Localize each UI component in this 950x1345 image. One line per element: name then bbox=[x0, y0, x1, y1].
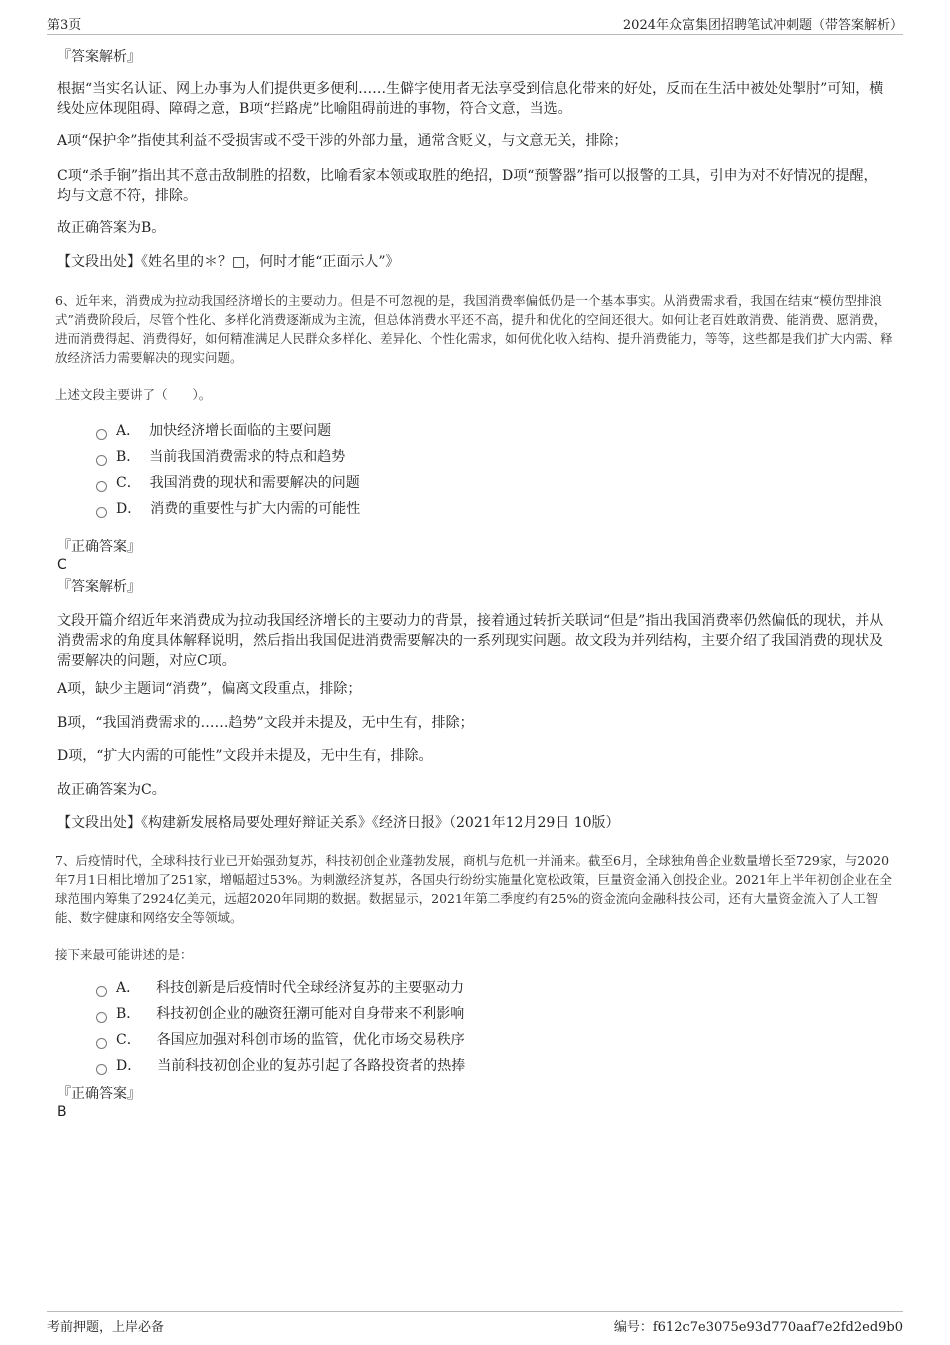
correct-answer: C bbox=[57, 557, 67, 573]
analysis-paragraph: A项，缺少主题词“消费”，偏离文段重点，排除； bbox=[57, 681, 362, 697]
radio-icon[interactable] bbox=[96, 986, 107, 997]
page-footer bbox=[47, 1311, 903, 1334]
analysis-paragraph: D项，“扩大内需的可能性”文段并未提及，无中生有，排除。 bbox=[57, 748, 433, 764]
option-b[interactable] bbox=[96, 1004, 464, 1024]
question-passage: 7、后疫情时代，全球科技行业已开始强劲复苏，科技初创企业蓬勃发展，商机与危机一并涌来。截至6月，全球独角兽企业数量增长至729家，与2020年7月1日相比增加了251家，增幅超过53%。为刺激经济复苏，各国央行纷纷实施量化宽松政策，巨量资金涌入创投企业。2021年上半年初创企业在全球范围内筹集了2924亿美元，远超2020年同期的数据。数据显示，2021年第二季度约有25%的资金流向金融科技公司，还有大量资金流入了人工智能、数字健康和网络安全等领域。 bbox=[55, 853, 892, 925]
option-d[interactable] bbox=[96, 499, 360, 519]
option-text: 当前科技初创企业的复苏引起了各路投资者的热捧 bbox=[157, 1058, 466, 1074]
option-letter: A． bbox=[116, 423, 141, 439]
option-text: 科技初创企业的融资狂潮可能对自身带来不利影响 bbox=[156, 1006, 465, 1022]
page-number: 第3页 bbox=[47, 18, 82, 33]
radio-icon[interactable] bbox=[96, 429, 107, 440]
option-a[interactable] bbox=[96, 978, 464, 998]
option-letter: C． bbox=[116, 1032, 141, 1048]
radio-icon[interactable] bbox=[96, 481, 107, 492]
radio-icon[interactable] bbox=[96, 1064, 107, 1075]
analysis-paragraph: A项“保护伞”指使其利益不受损害或不受干涉的外部力量，通常含贬义，与文意无关，排除； bbox=[57, 133, 628, 149]
analysis-paragraph: 文段开篇介绍近年来消费成为拉动我国经济增长的主要动力的背景，接着通过转折关联词“但是”指出我国消费率仍然偏低的现状，并从消费需求的角度具体解释说明，然后指出我国促进消费需要解决的一系列现实问题。故文段为并列结构，主要介绍了我国消费的现状及需要解决的问题，对应C项。 bbox=[57, 613, 884, 669]
option-d[interactable] bbox=[96, 1056, 465, 1076]
source-note: 【文段出处】《构建新发展格局要处理好辩证关系》《经济日报》（2021年12月29日 10版） bbox=[57, 815, 620, 831]
option-letter: D． bbox=[116, 1058, 142, 1074]
conclusion: 故正确答案为B。 bbox=[57, 220, 166, 236]
radio-icon[interactable] bbox=[96, 507, 107, 518]
analysis-paragraph: B项，“我国消费需求的……趋势”文段并未提及，无中生有，排除； bbox=[57, 715, 474, 731]
analysis-paragraph: C项“杀手锏”指出其不意击敌制胜的招数，比喻看家本领或取胜的绝招，D项“预警器”指可以报警的工具，引申为对不好情况的提醒，均与文意不符，排除。 bbox=[57, 168, 878, 204]
option-text: 各国应加强对科创市场的监管，优化市场交易秩序 bbox=[156, 1032, 465, 1048]
analysis-label: 『答案解析』 bbox=[57, 49, 141, 65]
analysis-paragraph: 根据“当实名认证、网上办事为人们提供更多便利……生僻字使用者无法享受到信息化带来的好处，反而在生活中被处处掣肘”可知，横线处应体现阻碍、障碍之意，B项“拦路虎”比喻阻碍前进的事物，符合文意，当选。 bbox=[57, 81, 884, 117]
option-c[interactable] bbox=[96, 473, 360, 493]
correct-answer-label: 『正确答案』 bbox=[57, 539, 141, 555]
option-letter: D． bbox=[116, 501, 142, 517]
document-id: 编号：f612c7e3075e93d770aaf7e2fd2ed9b0 bbox=[613, 1320, 903, 1335]
page-header bbox=[47, 14, 903, 35]
radio-icon[interactable] bbox=[96, 1012, 107, 1023]
radio-icon[interactable] bbox=[96, 1038, 107, 1049]
radio-icon[interactable] bbox=[96, 455, 107, 466]
option-text: 消费的重要性与扩大内需的可能性 bbox=[150, 501, 361, 517]
option-c[interactable] bbox=[96, 1030, 465, 1050]
option-text: 加快经济增长面临的主要问题 bbox=[149, 423, 332, 439]
option-text: 我国消费的现状和需要解决的问题 bbox=[149, 475, 360, 491]
question-passage: 6、近年来，消费成为拉动我国经济增长的主要动力。但是不可忽视的是，我国消费率偏低仍是一个基本事实。从消费需求看，我国在结束“模仿型排浪式”消费阶段后，尽管个性化、多样化消费逐渐成为主流，但总体消费水平还不高，提升和优化的空间还很大。如何让老百姓敢消费、能消费、愿消费，进而消费得起、消费得好，如何精准满足人民群众多样化、差异化、个性化需求，如何优化收入结构、提升消费能力，等等，这些都是我们扩大内需、释放经济活力需要解决的现实问题。 bbox=[55, 293, 893, 365]
option-text: 当前我国消费需求的特点和趋势 bbox=[149, 449, 346, 465]
document-title: 2024年众富集团招聘笔试冲刺题（带答案解析） bbox=[622, 18, 903, 33]
option-letter: B． bbox=[116, 1006, 141, 1022]
option-letter: C． bbox=[116, 475, 141, 491]
question-stem: 接下来最可能讲述的是： bbox=[55, 947, 193, 962]
option-letter: B． bbox=[116, 449, 141, 465]
option-text: 科技创新是后疫情时代全球经济复苏的主要驱动力 bbox=[156, 980, 465, 996]
question-stem: 上述文段主要讲了（ ）。 bbox=[55, 387, 212, 402]
option-letter: A． bbox=[116, 980, 141, 996]
correct-answer-label: 『正确答案』 bbox=[57, 1086, 141, 1102]
option-b[interactable] bbox=[96, 447, 345, 467]
option-a[interactable] bbox=[96, 421, 331, 441]
footer-slogan: 考前押题，上岸必备 bbox=[47, 1320, 165, 1335]
conclusion: 故正确答案为C。 bbox=[57, 782, 166, 798]
analysis-label: 『答案解析』 bbox=[57, 579, 141, 595]
correct-answer: B bbox=[57, 1104, 67, 1120]
source-note: 【文段出处】《姓名里的＊？□，何时才能“正面示人”》 bbox=[57, 254, 400, 270]
